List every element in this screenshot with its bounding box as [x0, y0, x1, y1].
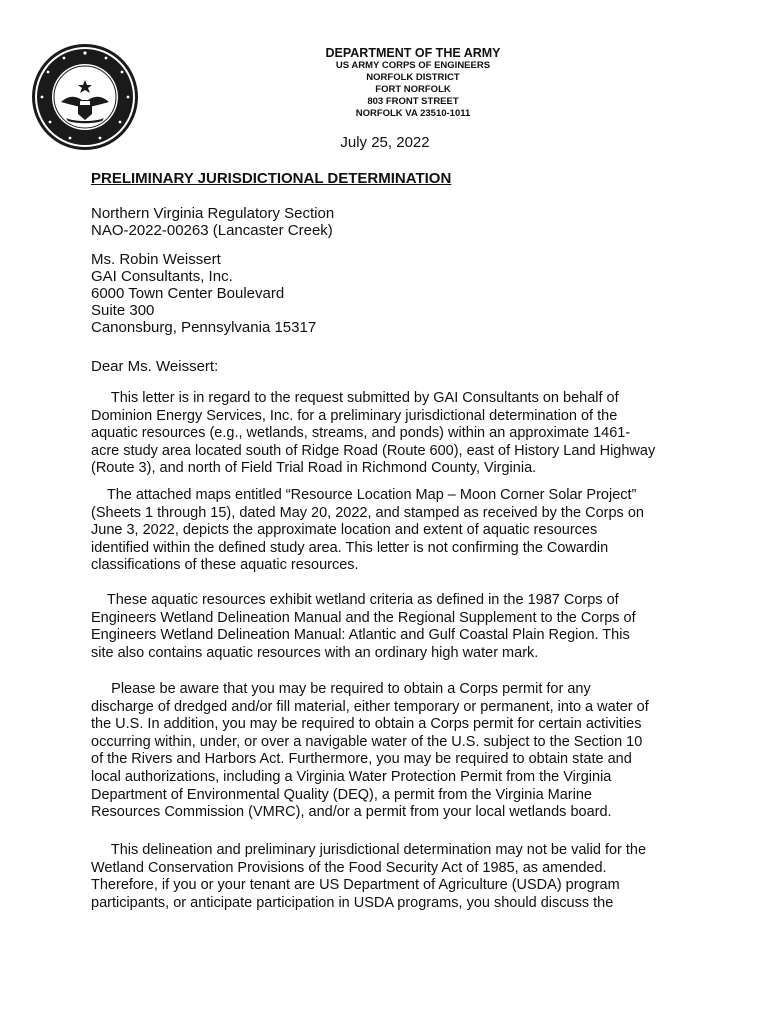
addressee-block	[91, 251, 316, 336]
paragraph-line: Engineers Wetland Delineation Manual and the Regional Supplement to the Corps of	[91, 609, 636, 626]
paragraph-line: site also contains aquatic resources with an ordinary high water mark.	[91, 644, 539, 661]
reference-block	[91, 205, 334, 239]
letterhead-title: DEPARTMENT OF THE ARMY	[325, 46, 501, 60]
paragraph-line: discharge of dredged and/or fill material, either temporary or permanent, into a water of	[91, 698, 649, 715]
body-paragraph	[91, 681, 691, 822]
letterhead-line: NORFOLK VA 23510-1011	[355, 108, 471, 119]
paragraph-line: Therefore, if you or your tenant are US Department of Agriculture (USDA) program	[91, 877, 620, 894]
paragraph-line: Resources Commission (VMRC), and/or a permit from your local wetlands board.	[91, 804, 612, 821]
letter-date: July 25, 2022	[340, 134, 430, 151]
body-paragraph	[91, 592, 691, 662]
paragraph-line: Please be aware that you may be required to obtain a Corps permit for any	[91, 681, 591, 697]
paragraph-line: acre study area located south of Ridge Road (Route 600), east of History Land Highway	[91, 442, 656, 459]
paragraph-line: This letter is in regard to the request submitted by GAI Consultants on behalf of	[91, 390, 619, 406]
addressee-line: Suite 300	[91, 302, 155, 319]
reference-line: NAO-2022-00263 (Lancaster Creek)	[91, 222, 333, 239]
letterhead-line: NORFOLK DISTRICT	[366, 72, 460, 83]
addressee-line: Ms. Robin Weissert	[91, 251, 221, 268]
addressee-line: GAI Consultants, Inc.	[91, 268, 233, 285]
paragraph-line: local authorizations, including a Virginia Water Protection Permit from the Virginia	[91, 768, 612, 785]
addressee-line: 6000 Town Center Boulevard	[91, 285, 285, 302]
body-paragraph	[91, 390, 691, 478]
paragraph-line: Department of Environmental Quality (DEQ), a permit from the Virginia Marine	[91, 786, 592, 803]
reference-line: Northern Virginia Regulatory Section	[91, 205, 335, 222]
letterhead-line: US ARMY CORPS OF ENGINEERS	[335, 60, 491, 71]
paragraph-line: These aquatic resources exhibit wetland criteria as defined in the 1987 Corps of	[91, 592, 619, 608]
paragraph-line: Engineers Wetland Delineation Manual: Atlantic and Gulf Coastal Plain Region. This	[91, 627, 630, 644]
letterhead	[300, 46, 526, 120]
addressee-line: Canonsburg, Pennsylvania 15317	[91, 319, 317, 336]
paragraph-line: (Sheets 1 through 15), dated May 20, 2022, and stamped as received by the Corps on	[91, 504, 644, 521]
paragraph-line: Dominion Energy Services, Inc. for a preliminary jurisdictional determination of the	[91, 407, 618, 424]
paragraph-line: occurring within, under, or over a navigable water of the U.S. subject to the Section 10	[91, 733, 643, 750]
paragraph-line: classifications of these aquatic resources.	[91, 557, 359, 574]
paragraph-line: identified within the defined study area. This letter is not confirming the Cowardin	[91, 539, 609, 556]
paragraph-line: participants, or anticipate participation in USDA programs, you should discuss the	[91, 894, 614, 911]
body-paragraph	[91, 487, 691, 575]
paragraph-line: This delineation and preliminary jurisdictional determination may not be valid for the	[91, 842, 647, 858]
letterhead-line: 803 FRONT STREET	[367, 96, 459, 107]
subject-heading: PRELIMINARY JURISDICTIONAL DETERMINATION	[91, 170, 452, 187]
paragraph-line: Wetland Conservation Provisions of the Food Security Act of 1985, as amended.	[91, 859, 607, 876]
paragraph-line: (Route 3), and north of Field Trial Road in Richmond County, Virginia.	[91, 460, 537, 477]
paragraph-line: The attached maps entitled “Resource Location Map – Moon Corner Solar Project”	[91, 487, 637, 503]
paragraph-line: June 3, 2022, depicts the approximate location and extent of aquatic resources	[91, 522, 598, 539]
paragraph-line: of the Rivers and Harbors Act. Furthermore, you may be required to obtain state and	[91, 751, 632, 768]
body-paragraph	[91, 842, 691, 912]
paragraph-line: aquatic resources (e.g., wetlands, streams, and ponds) within an approximate 1461-	[91, 425, 631, 442]
paragraph-line: the U.S. In addition, you may be required to obtain a Corps permit for certain activities	[91, 716, 642, 733]
letterhead-line: FORT NORFOLK	[375, 84, 451, 95]
salutation: Dear Ms. Weissert:	[91, 358, 219, 375]
